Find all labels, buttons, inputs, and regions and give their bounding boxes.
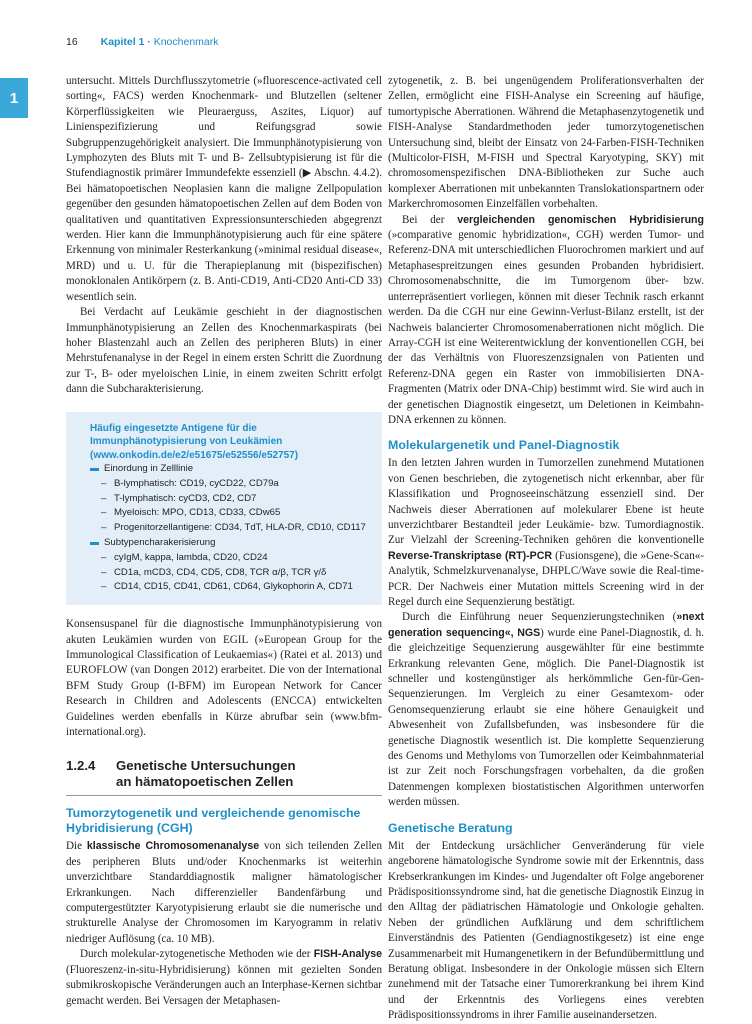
list-item: – B-lymphatisch: CD19, cyCD22, CD79a [90, 477, 372, 492]
paragraph: zytogenetik, z. B. bei ungenügendem Proliferationsverhalten der Zellen, ermöglicht eine FISH-Analyse ein Screening auf häufige, tumortypische Aberrationen. Während die Metaphasenzytogenetik und FISH-Analyse Standardmethoden jeder tumorzytogenetischen Untersuchung sind, bleibt der Einsatz von 24-Farben-FISH-Techniken (Multicolor-FISH, M-FISH und Spectral Karyotyping, SKY) mit chromosomenspezifischen DNA-Bibliotheken zur Suche auch komplexer Aberrationen mit unbekannten Translokationspartnern oder Markerchromosomen Einzelfällen vorbehalten. [388, 75, 704, 211]
section-title-line: Genetische Untersuchungen [116, 758, 296, 774]
subsection-heading: Genetische Beratung [388, 820, 513, 835]
paragraph: Konsensuspanel für die diagnostische Immunphänotypisierung von akuten Leukämien wurden von EGIL (»European Group for the Immunological Classification of Leukaemias«) (Ratei et al. 2013) und EUROFLOW (van Dongen 2012) erarbeitet. Die von der International BFM Study Group (I-BFM) im European Network for Cancer Research in Children and Adolescents (ENCCA) entwickelten Guidelines werden ebenfalls in Kürze abrufbar sein (www.bfm-international.org). [66, 618, 382, 739]
list-item: – T-lymphatisch: cyCD3, CD2, CD7 [90, 492, 372, 507]
section-heading [66, 758, 382, 796]
list-group-heading: Subtypencharakerisierung [90, 536, 372, 551]
box-link[interactable]: (www.onkodin.de/e2/e51675/e52556/e52757) [90, 449, 299, 461]
list-item: – CD1a, mCD3, CD4, CD5, CD8, TCR α/β, TCR γ/δ [90, 566, 372, 581]
section-title [116, 758, 296, 789]
section-title-line: an hämatopoetischen Zellen [116, 773, 294, 789]
chapter-label: Kapitel 1 · [100, 36, 151, 48]
section-number: 1.2.4 [66, 758, 96, 774]
list-group-heading: Einordung in Zelllinie [90, 462, 372, 477]
paragraph: Die klassische Chromosomenanalyse von sich teilenden Zellen des peripheren Bluts und/oder Knochenmarks ist weiterhin unverzichtbare Standarddiagnostik maligner hämatologischer Erkrankungen. Nach differenzieller Bandenfärbung und computergestützter Karyotypisierung erlaubt sie die numerische und strukturelle Analyse der Chromosomen im Karyogramm in relativ niedriger Auflösung (ca. 10 MB). [66, 840, 383, 945]
antigen-list [90, 462, 372, 595]
subsection-heading: Molekulargenetik und Panel-Diagnostik [388, 438, 620, 453]
page-number: 16 [66, 36, 78, 48]
left-column [66, 74, 382, 1009]
paragraph: untersucht. Mittels Durchflusszytometrie (»fluorescence-activated cell sorting«, FACS) werden Knochenmark- und Blutzellen (seltener Körperflüssigkeiten wie Pleuraerguss, Aszites, Liquor) auf Linienspezifizierung und Reifungsgrad sowie Subgruppenzugehörigkeit analysiert. Die Immunphänotypisierung von Lymphozyten des Bluts mit T- und B- Zellsubtypisierung ist für die Stufendiagnostik primärer Immundefekte essenziell (▶ Abschn. 4.4.2). Bei hämatopoetischen Neoplasien kann die maligne Zellpopulation gegenüber den gesunden hämatopoetischen Zellen auf dem Boden von qualitativen und quantitativen Expressionsunterschieden abgegrenzt werden. Hier kann die Immunphänotypisierung auch für eine spätere Erkennung von minimaler Resterkankung (»minimal residual disease«, MRD) und u. U. für die Therapieplanung mit (bispezifischen) monoklonalen Antikörpern (z. B. Anti-CD19, Anti-CD20 Anti-CD 33) wesentlich sein. [66, 75, 382, 303]
paragraph: In den letzten Jahren wurden in Tumorzellen zunehmend Mutationen von Genen beschrieben, die zytogenetisch nicht erkennbar, aber für Klassifikation und Prognoseeinschätzung essenziell sind. Der Nachweis dieser Aberrationen auf molekularer Ebene ist heute unverzichtbarer Bestandteil jeder Leukämie- bzw. Tumordiagnostik. Zur Vielzahl der Screening-Techniken gehören die konventionelle Reverse-Transkriptase (RT)-PCR (Fusionsgene), die »Gene-Scan«-Analytik, Schmelzkurvenanalyse, DHPLC/Wave sowie die Real-time-PCR. Der Nachweis einer Mutation mittels Screening wird in der Regel durch eine Sequenzierung bestätigt. [388, 457, 704, 608]
paragraph: Mit der Entdeckung ursächlicher Genveränderung für viele angeborene hämatologische Syndrome sowie mit der Erkenntnis, dass Krebserkrankungen im Kindes- und Jugendalter oft Folge angeborener Prädispositionssyndrome sind, hat die genetische Diagnostik Einzug in den Alltag der pädiatrischen Hämatologie und Onkologie gehalten. Neben der gründlichen Aufklärung und dem schriftlichem Einverständnis des Patienten (Gendiagnostikgesetz) ist eine enge Zusammenarbeit mit Humangenetikern in der Befundübermittlung und Beratung obligat. Insbesondere in der Onkologie müssen sich Eltern zunehmend mit der Tatsache einer Tumorerkrankung bei ihrem Kind und der Erkenntnis des Vorliegens eines verebten Prädispositionssyndroms in ihrer Familie auseinandersetzen. [388, 839, 704, 1022]
list-item: – Progenitorzellantigene: CD34, TdT, HLA-DR, CD10, CD117 [90, 521, 372, 536]
paragraph: Durch die Einführung neuer Sequenzierungstechniken (»next generation sequencing«, NGS) wurde eine Panel-Diagnostik, d. h. die gleichzeitige Sequenzierung ausgewählter für eine bestimmte Erkrankung relevanten Gene, möglich. Die Panel-Diagnostik ist schneller und kostengünstiger als herkömmliche Gen-für-Gen-Sequenzierungen. Im Vergleich zu einer Gesamtexom- oder Genomsequenzierung erlaubt sie eine höhere Genauigkeit und Abwesenheit von Zufallsbefunden, was insbesondere für die genetische Diagnostik wesentlich ist. Die komplette Sequenzierung des Genoms und Methyloms von Tumorzellen oder Keimbahnmaterial ist zur Zeit noch Forschungsfragen vorbehalten, da die großen Datenmengen komplexen biostatistischen Algorithmen unterworfen werden müssen. [388, 611, 704, 809]
subsection-heading: Tumorzytogenetik und vergleichende genomische Hybridisierung (CGH) [66, 806, 361, 836]
chapter-tab-number: 1 [9, 89, 19, 107]
right-column [388, 74, 704, 1024]
chapter-tab [0, 78, 28, 118]
antigen-info-box [66, 412, 382, 606]
chapter-name: Knochenmark [153, 36, 219, 48]
paragraph: Bei der vergleichenden genomischen Hybridisierung (»comparative genomic hybridization«, CGH) werden Tumor- und Referenz-DNA mit unterschiedlichen Fluorochromen markiert und auf Metaphasespreitzungen eines gesunden Probanden hybridisiert. Chromosomenabschnitte, die im Tumorgenom über- bzw. unterrepräsentiert vorliegen, können mit dieser Technik rasch erkannt werden. Da die CGH nur eine Gewinn-Verlust-Bilanz erstellt, ist der Nachweis balancierter Chromosomenaberrationen nicht möglich. Die Array-CGH ist eine Weiterentwicklung der konventionellen CGH, bei der das Verhältnis von Fluoreszenzsignalen von Patienten und Referenz-DNA gegen ein Raster von immobilisierten DNA-Fragmenten (Matrix oder DNA-Chip) bestimmt wird. Sie wird auch in der genetischen Diagnostik eingesetzt, um Deletionen in Keimbahn-DNA erkennen zu können. [388, 213, 704, 426]
box-title: Häufig eingesetzte Antigene für die Immunphänotypisierung von Leukämien [90, 422, 283, 448]
list-item: – cyIgM, kappa, lambda, CD20, CD24 [90, 551, 372, 566]
paragraph: Bei Verdacht auf Leukämie geschieht in der diagnostischen Immunphänotypisierung an Zellen des Knochenmarkaspirats (bei hoher Blastenzahl auch an Zellen des peripheren Bluts) in einer Mehrstufenanalyse in der Regel in einem ersten Schritt die Zuordnung zur T-, B- oder myeloischen Linie, in einem zweiten Schritt erfolgt dann die Subcharakterisierung. [66, 306, 382, 396]
list-item: – Myeloisch: MPO, CD13, CD33, CDw65 [90, 506, 372, 521]
running-header [66, 36, 219, 48]
list-item: – CD14, CD15, CD41, CD61, CD64, Glykophorin A, CD71 [90, 580, 372, 595]
paragraph: Durch molekular-zytogenetische Methoden wie der FISH-Analyse (Fluoreszenz-in-situ-Hybridisierung) können mit gezielten Sonden submikroskopische Veränderungen auch an Interphase-Kernen sichtbar gemacht werden. Bei Versagen der Metaphasen- [66, 948, 382, 1007]
